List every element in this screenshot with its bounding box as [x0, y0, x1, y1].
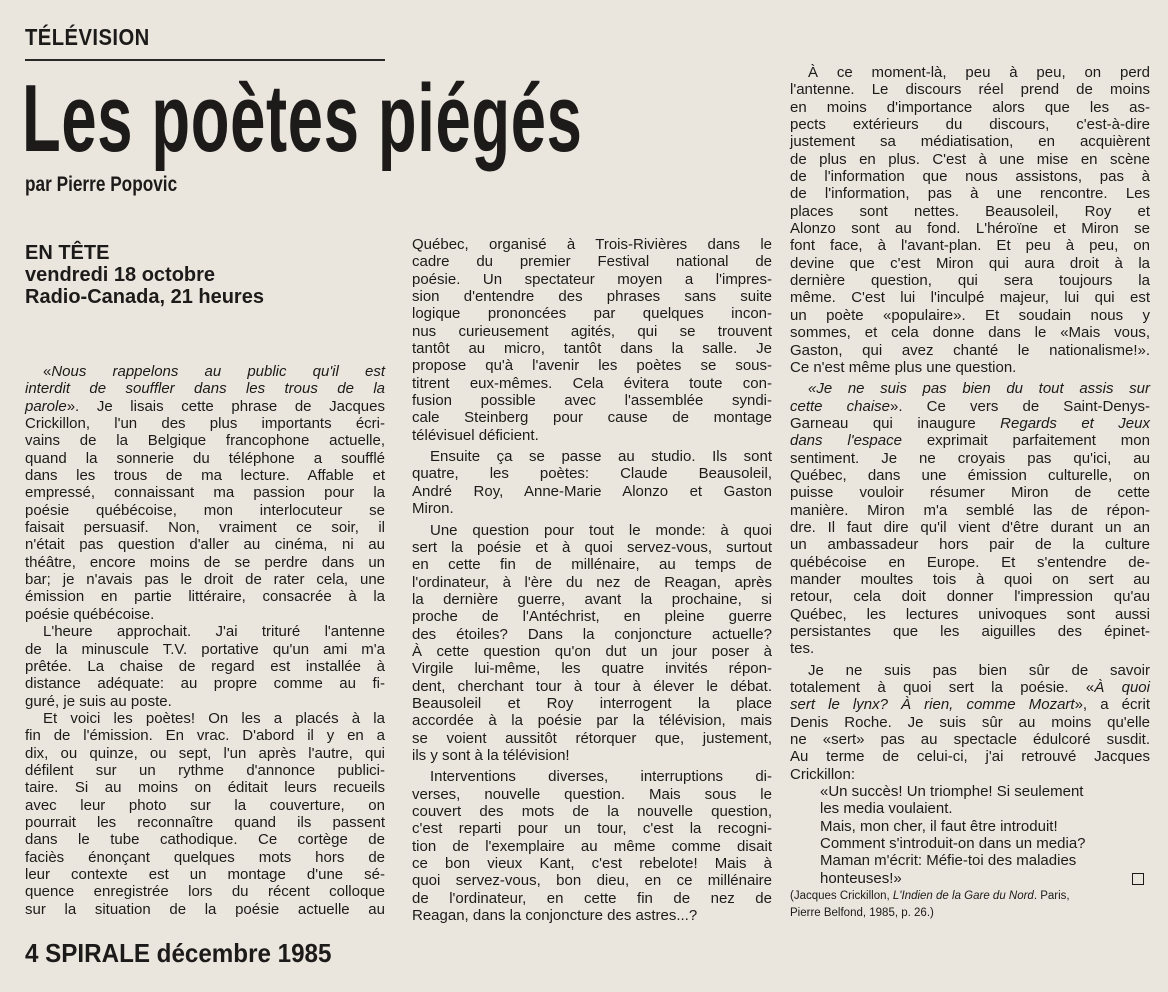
text-line: de l'information, pas à une rencontre. Les [790, 185, 1150, 203]
column-3 [790, 64, 1150, 887]
text-line: l'ordinateur, à l'ère du nez de Reagan, après [412, 573, 772, 591]
text-line: dix, ou quinze, ou sept, l'un après l'autre, qui [25, 744, 385, 762]
italic-text: Nous rappelons au public qu'il est [51, 363, 385, 380]
text-line: quatre, les poètes: Claude Beausoleil, [412, 465, 772, 483]
text-line [790, 398, 1150, 415]
text-line: Québec, les lectures univoques sont aussi [790, 605, 1150, 623]
text-line: dernière question, qui sera toujours la [790, 272, 1150, 290]
text-line: défilent sur un rythme d'annonce publici- [25, 761, 385, 779]
text-line: Interventions diverses, interruptions di- [430, 768, 772, 786]
italic-text: À quoi [1094, 679, 1150, 697]
text-line: poésie québécoise, mon interlocuteur se [25, 501, 385, 519]
text-line: Une question pour tout le monde: à quoi [430, 521, 772, 539]
text-line: Crickillon, l'un des plus importants écri- [25, 415, 385, 433]
text-line: dent, cherchant tour à tour à élever le débat. [412, 677, 772, 695]
italic-text: Regards et Jeux [1000, 414, 1150, 432]
text-line: Alonzo sont au fond. L'héroïne et Miron se [790, 220, 1150, 238]
text-line: vains de la Belgique francophone actuelle, [25, 432, 385, 450]
text-line: distance adéquate: au propre comme au fi- [25, 675, 385, 693]
closing-quote [790, 783, 1150, 887]
text-line: Reagan, dans la conjoncture des astres...? [412, 907, 698, 925]
text-span: totalement à quoi sert la poésie. « [790, 679, 1095, 697]
text-line: Ce n'est même plus une question. [790, 358, 1017, 376]
paragraph [412, 768, 772, 924]
text-span: ». Ce vers de Saint-Denys- [890, 397, 1151, 415]
text-line: tes. [790, 640, 815, 658]
text-line: justement sa médiatisation, en acquièrent [790, 133, 1150, 151]
text-line: puisse vouloir résumer Miron de cette [790, 484, 1150, 502]
footnote-line-1 [790, 888, 1160, 905]
text-line: verses, nouvelle question. Mais sous le [412, 785, 772, 803]
text-span: « [43, 363, 52, 380]
text-line: honteuses!» [790, 870, 1150, 887]
paragraph [412, 522, 772, 765]
text-line: leur contexte est un montage d'une sé- [25, 865, 385, 883]
text-line [25, 398, 385, 415]
text-line: sur la situation de la poésie actuelle au [25, 900, 385, 918]
paragraph [25, 623, 385, 710]
text-line: L'heure approchait. J'ai trituré l'antenne [43, 623, 385, 641]
text-line: fin de l'émission. En vrac. D'abord il y en a [25, 727, 385, 745]
text-line: théâtre, encore moins de se perdre dans un [25, 553, 385, 571]
listing-show: EN TÊTE [25, 242, 110, 264]
text-line: sion d'entendre des phrases sans suite [412, 288, 772, 306]
italic-text: interdit de souffler dans les trous de la [25, 380, 385, 398]
text-line [790, 415, 1150, 432]
paragraph [412, 236, 772, 444]
text-line: Québec, organisé à Trois-Rivières dans le [412, 236, 772, 253]
text-line: en moins d'importance alors que les as- [790, 98, 1150, 116]
text-line: André Roy, Anne-Marie Alonzo et Gaston [412, 482, 772, 500]
program-listing [25, 242, 264, 308]
column-3-body [790, 64, 1150, 783]
text-line: télévisuel déficient. [412, 426, 539, 444]
text-line: de plus en plus. C'est à une mise en scène [790, 150, 1150, 168]
text-line: Miron. [412, 500, 454, 518]
text-line: À ce moment-là, peu à peu, on perd [808, 64, 1150, 81]
listing-date: vendredi 18 octobre [25, 264, 216, 286]
text-line: poésie québécoise. [25, 605, 155, 623]
paragraph [790, 380, 1150, 658]
text-line: fusion possible avec l'assemblée syndi- [412, 392, 772, 410]
text-line: prêtée. La chaise de regard est installée à [25, 657, 385, 675]
text-line: sert la poésie et à quoi servez-vous, surtout [412, 538, 772, 556]
footnote-place: . Paris, [1033, 890, 1070, 902]
text-line: taire. Si au moins on éditait leurs recueils [25, 779, 385, 797]
page-folio: 4 SPIRALE décembre 1985 [25, 938, 332, 968]
text-line: mander moultes tois à quoi on sert au [790, 570, 1150, 588]
text-line: un ambassadeur hors pair de la culture [790, 536, 1150, 554]
text-line: Virgile lui-même, les quatre invités répon- [412, 660, 772, 678]
listing-channel: Radio-Canada, 21 heures [25, 286, 264, 308]
italic-text: parole [25, 397, 67, 415]
text-line [790, 696, 1150, 713]
text-line: poésie. Un spectateur moyen a l'impres- [412, 270, 772, 288]
text-line: Beausoleil et Roy interrogent la place [412, 694, 772, 712]
text-line: pects extérieurs du discours, c'est-à-dire [790, 116, 1150, 134]
text-line: places sont nettes. Beausoleil, Roy et [790, 202, 1150, 220]
text-line [790, 380, 1150, 397]
byline: par Pierre Popovic [25, 173, 178, 196]
text-line: Denis Roche. Je suis sûr au moins qu'elle [790, 713, 1150, 731]
text-line: de l'ordinateur, en cette fin de nez de [412, 889, 772, 907]
italic-text: sert le lynx? À rien, comme Mozart [790, 696, 1075, 714]
text-line: dans les trous de ma lecture. Affable et [25, 467, 385, 485]
text-line: c'est reparti pour un tour, c'est la recogni- [412, 820, 772, 838]
column-1 [25, 363, 385, 918]
text-line: Comment s'introduit-on dans un media? [820, 835, 1086, 853]
paragraph [790, 64, 1150, 376]
text-line: À cette question qu'on dut un jour poser à [412, 642, 772, 660]
text-line: titrent eux-mêmes. Cela évitera toute con- [412, 374, 772, 392]
text-line: devine que c'est Miron qui aura droit à la [790, 254, 1150, 272]
section-rule [25, 59, 385, 61]
text-line: émission en partie littéraire, consacrée à la [25, 588, 385, 606]
text-line: logique prononcées par quelques incon- [412, 305, 772, 323]
text-line: sommes, et cela donne dans le «Mais vous, [790, 324, 1150, 342]
text-span: exprimait parfaitement mon [901, 432, 1150, 450]
text-line: accordée à la poésie par la télévision, mais [412, 712, 772, 730]
text-line [25, 380, 385, 397]
text-line: quoi servez-vous, bon dieu, en ce millénaire [412, 872, 772, 890]
paragraph [412, 448, 772, 517]
text-line: guré, je suis au poste. [25, 692, 172, 710]
text-line: cale Steinberg pour cause de montage [412, 409, 772, 427]
text-line: retour, cela doit donner l'impression qu'au [790, 588, 1150, 606]
italic-text: cette chaise [790, 397, 891, 415]
text-line: de l'information que nous assistons, pas à [790, 168, 1150, 186]
italic-text: dans l'espace [790, 432, 902, 450]
text-line: la dernière guerre, avant la prochaine, si [412, 590, 772, 608]
text-line: ce bon vieux Kant, c'est rebelote! Mais à [412, 855, 772, 873]
footnote [790, 888, 1160, 922]
text-line: Au terme de celui-ci, j'ai retrouvé Jacques [790, 748, 1150, 766]
text-line: faisait persuasif. Non, vraiment ce soir, il [25, 519, 385, 537]
text-line: sentiment. Je ne croyais pas qu'ici, au [790, 449, 1150, 467]
text-line [790, 432, 1150, 449]
text-line: un poète «populaire». Et soudain nous y [790, 306, 1150, 324]
paragraph [790, 662, 1150, 783]
text-line: manière. Miron m'a semblé las de répon- [790, 501, 1150, 519]
text-line: bar; je n'avais pas le droit de rater cela, une [25, 571, 385, 589]
text-line: dre. Il faut dire qu'il vient d'être durant un an [790, 518, 1150, 536]
column-2 [412, 236, 772, 924]
text-span: », a écrit [1074, 696, 1150, 714]
text-span: ». Je lisais cette phrase de Jacques [66, 397, 385, 415]
text-line: en cette fin de millénaire, au temps de [412, 556, 772, 574]
text-line: dans le tube cathodique. Ce cortège de [25, 831, 385, 849]
text-line: ne «sert» pas au spectacle édulcoré susdit. [790, 731, 1150, 749]
text-line: des étoiles? Dans la conjoncture actuelle? [412, 625, 772, 643]
footnote-book-title: L'Indien de la Gare du Nord [892, 890, 1034, 902]
footnote-line-2: Pierre Belfond, 1985, p. 26.) [790, 907, 934, 919]
paragraph [25, 363, 385, 623]
text-line: Et voici les poètes! On les a placés à la [43, 709, 385, 727]
section-heading: TÉLÉVISION [25, 24, 150, 50]
text-line: québécoise en Europe. Et s'entendre de- [790, 553, 1150, 571]
text-line: Mais, mon cher, il faut être introduit! [820, 817, 1058, 835]
footnote-author: (Jacques Crickillon, [790, 890, 893, 902]
text-line: tantôt au micro, tantôt dans la salle. Je [412, 340, 772, 358]
text-line [790, 679, 1150, 696]
article-title: Les poètes piégés [22, 65, 583, 172]
text-line: nus curieusement agités, qui se trouvent [412, 322, 772, 340]
text-line: l'antenne. Le discours réel prend de moins [790, 81, 1150, 99]
text-line: se voient aussitôt rétorquer que, justement, [412, 729, 772, 747]
text-line: «Un succès! Un triomphe! Si seulement [820, 783, 1084, 801]
text-line: empressé, connaissant ma passion pour la [25, 484, 385, 502]
text-line: n'était pas question d'aller au cinéma, ni au [25, 536, 385, 554]
text-line: tion de l'exemplaire au même comme disait [412, 837, 772, 855]
text-line: Crickillon: [790, 765, 856, 783]
text-line [25, 363, 385, 380]
text-line: même. C'est lui l'inculpé majeur, lui qui est [790, 289, 1150, 307]
paragraph [25, 710, 385, 918]
text-line: Québec, dans une émission culturelle, on [790, 466, 1150, 484]
text-line: proche de l'Antéchrist, en pleine guerre [412, 608, 772, 626]
text-line: Ensuite ça se passe au studio. Ils sont [430, 448, 772, 466]
italic-text: «Je ne suis pas bien du tout assis sur [808, 380, 1150, 398]
text-line: propose qu'à l'avenir les poètes se sous- [412, 357, 772, 375]
text-line: les media voulaient. [820, 800, 953, 818]
text-line: Je ne suis pas bien sûr de savoir [808, 661, 1150, 679]
text-line: pourrait les reconnaître quand ils passent [25, 813, 385, 831]
text-line: couvert des mots de la nouvelle question, [412, 803, 772, 820]
text-line: cadre du premier Festival national de [412, 253, 772, 271]
text-line: Gaston, qui avez chanté le nationalisme!». [790, 341, 1150, 359]
text-line: quand la sonnerie du téléphone a soufflé [25, 449, 385, 467]
text-line: de la minuscule T.V. portative qu'un ami m'a [25, 640, 385, 658]
text-line: avec leur photo sur la couverture, on [25, 796, 385, 814]
end-of-article-square-icon [1132, 873, 1144, 885]
text-line: font face, à l'avant-plan. Et peu à peu, on [790, 237, 1150, 255]
text-line: ils y sont à la télévision! [412, 746, 570, 764]
text-span: Garneau qui inaugure [790, 414, 1001, 432]
text-line: persistantes que les aiguilles des épinet- [790, 623, 1150, 640]
text-line: Maman m'écrit: Méfie-toi des maladies [820, 852, 1077, 870]
text-line: faciès énonçant quelques mots hors de [25, 848, 385, 866]
text-line: quence enregistrée lors du récent colloque [25, 883, 385, 901]
